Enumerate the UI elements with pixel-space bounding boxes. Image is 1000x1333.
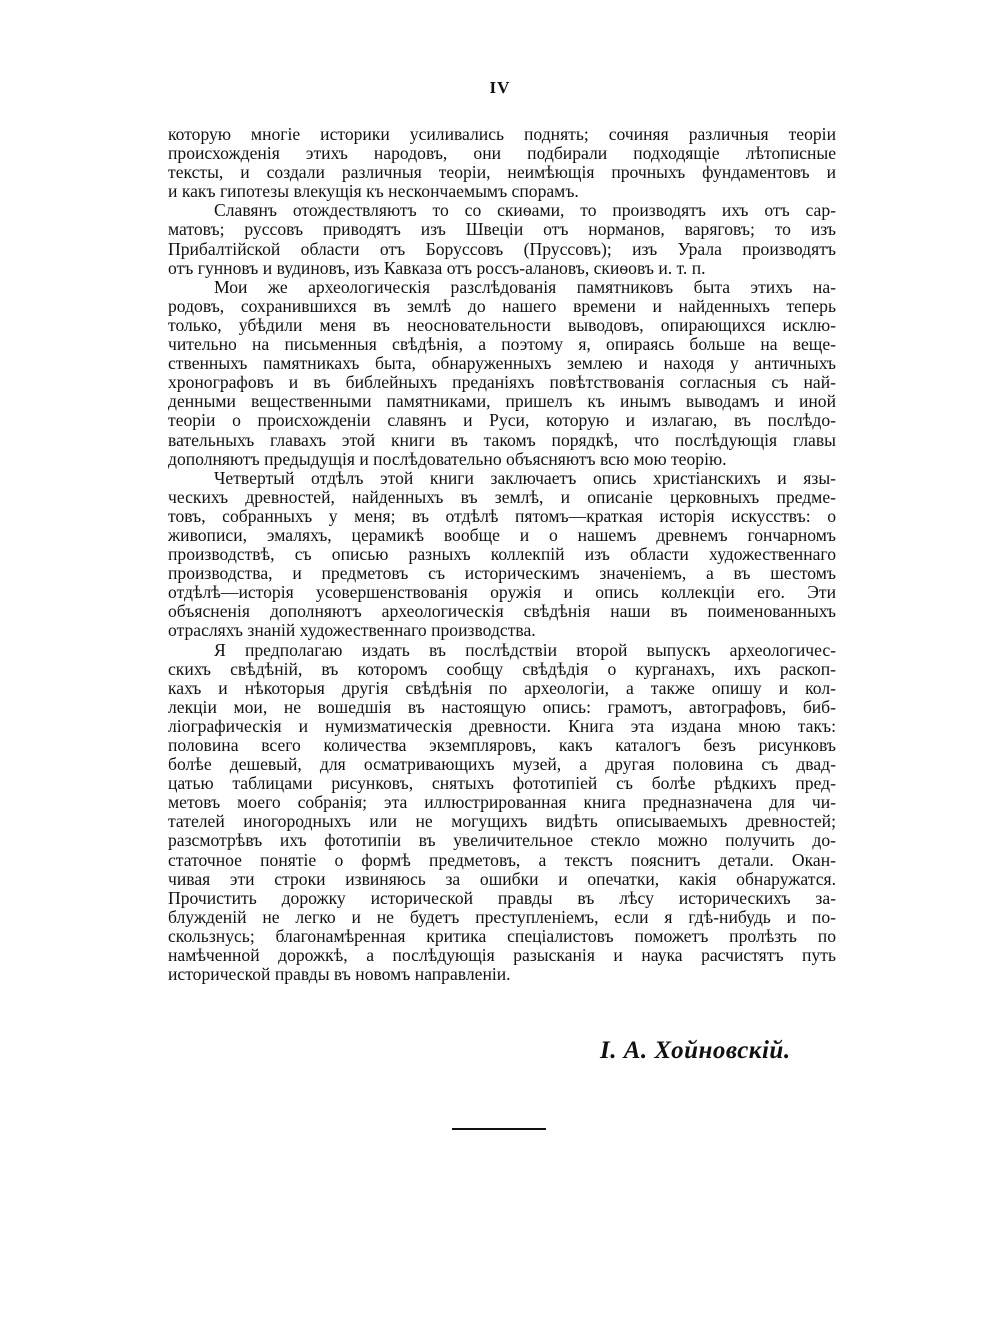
- text-line: товъ, собранныхъ у меня; въ отдѣлѣ пятомъ—краткая исторія искусствъ: о: [168, 506, 836, 526]
- text-line: тексты, и создали различныя теоріи, неимѣющія прочныхъ фундаментовъ и: [168, 163, 836, 183]
- text-line: вательныхъ главахъ этой книги въ такомъ порядкѣ, что послѣдующія главы: [168, 430, 836, 450]
- text-line: ческихъ древностей, найденныхъ въ землѣ, и описаніе церковныхъ предме-: [168, 487, 836, 507]
- text-line: происхожденія этихъ народовъ, они подбирали подходящіе лѣтописные: [168, 144, 836, 164]
- text-line: кахъ и нѣкоторыя другія свѣдѣнія по археологіи, а также опишу и кол-: [168, 678, 836, 698]
- text-line: половина всего количества экземпляровъ, какъ каталогъ безъ рисунковъ: [168, 736, 836, 755]
- text-line: лекціи мои, не вошедшія въ настоящую опись: грамотъ, автографовъ, биб-: [168, 697, 836, 717]
- text-line: Прочистить дорожку исторической правды въ лѣсу историческихъ за-: [168, 888, 836, 908]
- text-line: намѣченной дорожкѣ, а послѣдующія разысканія и наука расчистятъ путь: [168, 946, 836, 966]
- text-line: денными вещественными памятниками, пришелъ къ инымъ выводамъ и иной: [168, 392, 836, 412]
- text-line: тателей иногородныхъ или не могущихъ видѣть описываемыхъ древностей;: [168, 812, 836, 832]
- text-line: ственныхъ памятникахъ быта, обнаруженныхъ землею и находя у античныхъ: [168, 354, 836, 374]
- text-line: отрасляхъ знаній художественнаго производства.: [168, 621, 536, 641]
- text-line: ліографическія и нумизматическія древности. Книга эта издана мною такъ:: [168, 716, 836, 736]
- text-line: производствѣ, съ описью разныхъ коллекпій изъ области художественнаго: [168, 545, 836, 565]
- text-line: болѣе дешевый, для осматривающихъ музей, а другая половина съ двад-: [168, 755, 836, 775]
- text-line: статочное понятіе о формѣ предметовъ, а текстъ пояснитъ детали. Окан-: [168, 850, 836, 870]
- text-line: матовъ; руссовъ приводятъ изъ Швеціи отъ норманов, варяговъ; то изъ: [168, 220, 836, 240]
- text-line: цатью таблицами рисунковъ, снятыхъ фототипіей съ болѣе рѣдкихъ пред-: [168, 774, 836, 794]
- text-line: чивая эти строки извиняюсь за ошибки и опечатки, какія обнаружатся.: [168, 869, 836, 889]
- text-line: и какъ гипотезы влекущія къ нескончаемымъ спорамъ.: [168, 182, 579, 202]
- page-number: IV: [489, 78, 511, 97]
- text-line: скользнусь; благонамѣренная критика спеціалистовъ поможетъ пролѣзть по: [168, 926, 836, 946]
- text-line: дополняютъ предыдущія и послѣдовательно объясняютъ всю мою теорію.: [168, 449, 727, 469]
- text-line: метовъ моего собранія; эта иллюстрированная книга предназначена для чи-: [168, 793, 836, 813]
- body-text: [168, 125, 836, 984]
- text-line: Прибалтійской области отъ Боруссовъ (Пруссовъ); изъ Урала производятъ: [168, 239, 836, 259]
- text-line: Я предполагаю издать въ послѣдствіи второй выпускъ археологичес-: [214, 640, 836, 660]
- text-line: отъ гунновъ и вудиновъ, изъ Кавказа отъ россъ-алановъ, скиѳовъ и. т. п.: [168, 258, 706, 278]
- text-line: хронографовъ и въ библейныхъ преданіяхъ повѣтствованія согласныя съ най-: [168, 373, 836, 393]
- text-line: чительно на письменныя свѣдѣнія, а поэтому я, опираясь больше на веще-: [168, 335, 836, 355]
- text-line: которую многіе историки усиливались поднять; сочиняя различныя теоріи: [168, 125, 836, 144]
- text-line: скихъ свѣдѣній, въ которомъ сообщу свѣдѣдія о курганахъ, ихъ раскоп-: [168, 659, 836, 679]
- text-line: Славянъ отождествляютъ то со скиѳами, то производятъ ихъ отъ сар-: [214, 201, 836, 221]
- text-line: производства, и предметовъ съ историческимъ значеніемъ, а въ шестомъ: [168, 564, 836, 584]
- closing-rule: [452, 1128, 546, 1130]
- text-line: отдѣлѣ—исторія усовершенствованія оружія и опись коллекціи его. Эти: [168, 583, 836, 603]
- text-line: родовъ, сохранившихся въ землѣ до нашего времени и найденныхъ теперь: [168, 296, 836, 316]
- text-line: исторической правды въ новомъ направленіи.: [168, 965, 511, 985]
- text-line: объясненія дополняютъ археологическія свѣдѣнія наши въ поименованныхъ: [168, 602, 836, 622]
- text-line: Мои же археологическія разслѣдованія памятниковъ быта этихъ на-: [214, 277, 836, 297]
- text-line: блужденій не легко и не будетъ преступленіемъ, если я гдѣ-нибудь и по-: [168, 907, 836, 927]
- text-line: теоріи о происхожденіи славянъ и Руси, которую и излагаю, въ послѣдо-: [168, 411, 836, 431]
- text-line: Четвертый отдѣлъ этой книги заключаетъ опись христіанскихъ и язы-: [214, 468, 836, 488]
- text-line: живописи, эмаляхъ, церамикѣ вообще и о нашемъ древнемъ гончарномъ: [168, 525, 836, 545]
- text-line: разсмотрѣвъ ихъ фототипіи въ увеличительное стекло можно получить до-: [168, 831, 836, 851]
- text-line: только, убѣдили меня въ неосновательности выводовъ, опирающихся исклю-: [168, 315, 836, 335]
- author-signature: І. А. Хойновскій.: [600, 1037, 791, 1064]
